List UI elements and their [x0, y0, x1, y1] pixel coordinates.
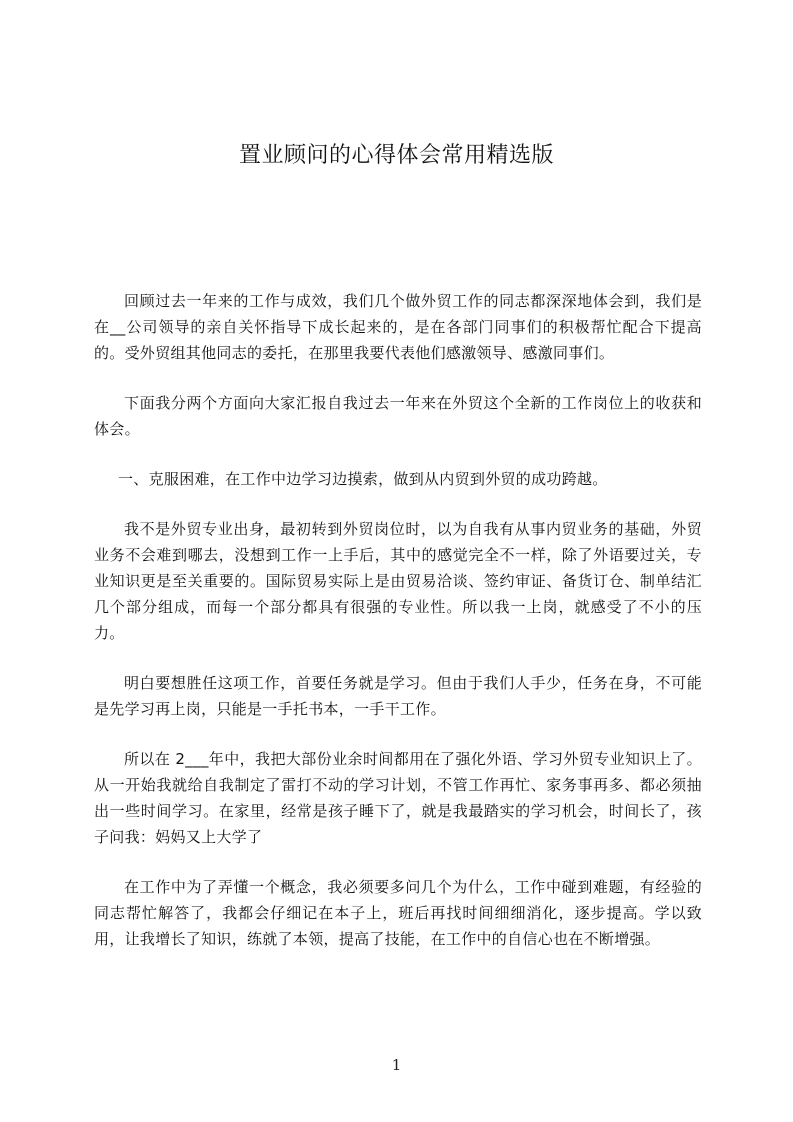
- paragraph: 我不是外贸专业出身，最初转到外贸岗位时，以为自我有从事内贸业务的基础，外贸业务不会难到哪去，没想到工作一上手后，其中的感觉完全不一样，除了外语要过关，专业知识更是至关重要的。国际贸易实际上是由贸易洽谈、签约审证、备货订仓、制单结汇几个部分组成，而每一个部分都具有很强的专业性。所以我一上岗，就感受了不小的压力。: [94, 520, 702, 642]
- document-body: [94, 288, 702, 976]
- paragraph: 所以在 2___年中，我把大部份业余时间都用在了强化外语、学习外贸专业知识上了。从一开始我就给自我制定了雷打不动的学习计划，不管工作再忙、家务事再多、都必须抽出一些时间学习。在家里，经常是孩子睡下了，就是我最踏实的学习机会，时间长了，孩子问我：妈妈又上大学了: [94, 750, 702, 846]
- paragraph: 回顾过去一年来的工作与成效，我们几个做外贸工作的同志都深深地体会到，我们是在__公司领导的亲自关怀指导下成长起来的，是在各部门同事们的积极帮忙配合下提高的。受外贸组其他同志的委托，在那里我要代表他们感激领导、感激同事们。: [94, 292, 702, 362]
- paragraph: 明白要想胜任这项工作，首要任务就是学习。但由于我们人手少，任务在身，不可能是先学习再上岗，只能是一手托书本，一手干工作。: [94, 674, 702, 718]
- paragraph: 下面我分两个方面向大家汇报自我过去一年来在外贸这个全新的工作岗位上的收获和体会。: [94, 394, 702, 438]
- paragraph: 在工作中为了弄懂一个概念，我必须要多问几个为什么，工作中碰到难题，有经验的同志帮忙解答了，我都会仔细记在本子上，班后再找时间细细消化，逐步提高。学以致用，让我增长了知识，练就了本领，提高了技能，在工作中的自信心也在不断增强。: [94, 878, 702, 948]
- section-heading: 一、克服困难，在工作中边学习边摸索，做到从内贸到外贸的成功跨越。: [118, 470, 608, 488]
- page-number: 1: [391, 1056, 402, 1074]
- document-title: 置业顾问的心得体会常用精选版: [238, 143, 554, 168]
